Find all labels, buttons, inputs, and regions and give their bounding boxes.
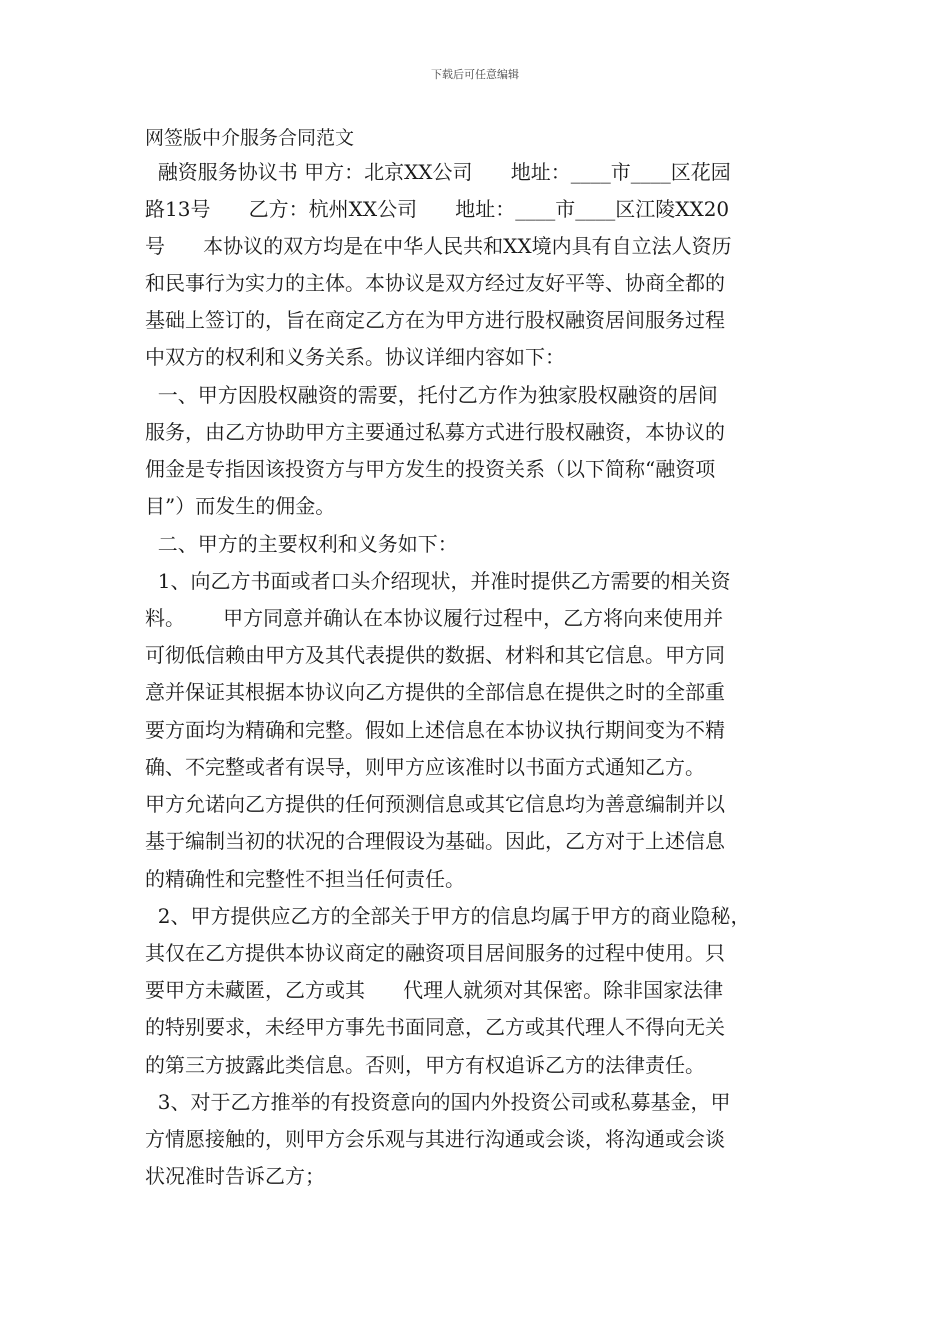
body-line: 其仅在乙方提供本协议商定的融资项目居间服务的过程中使用。只	[145, 941, 725, 965]
body-line: 一、甲方因股权融资的需要，托付乙方作为独家股权融资的居间	[145, 383, 718, 407]
body-line: 要甲方未藏匿，乙方或其 代理人就须对其保密。除非国家法律	[145, 978, 724, 1002]
body-line: 服务，由乙方协助甲方主要通过私募方式进行股权融资，本协议的	[145, 420, 725, 444]
body-line: 基础上签订的，旨在商定乙方在为甲方进行股权融资居间服务过程	[145, 308, 725, 332]
body-line: 基于编制当初的状况的合理假设为基础。因此，乙方对于上述信息	[145, 829, 725, 853]
body-line: 目”）而发生的佣金。	[145, 494, 336, 518]
body-line: 方情愿接触的，则甲方会乐观与其进行沟通或会谈，将沟通或会谈	[145, 1127, 725, 1151]
body-line: 3、对于乙方推举的有投资意向的国内外投资公司或私募基金，甲	[145, 1090, 731, 1114]
body-line: 融资服务协议书 甲方：北京XX公司 地址：____市____区花园	[145, 160, 731, 184]
page-header: 下载后可任意编辑	[431, 68, 519, 81]
body-line: 甲方允诺向乙方提供的任何预测信息或其它信息均为善意编制并以	[145, 792, 725, 816]
body-line: 要方面均为精确和完整。假如上述信息在本协议执行期间变为不精	[145, 718, 725, 742]
body-line: 的特别要求，未经甲方事先书面同意，乙方或其代理人不得向无关	[145, 1015, 725, 1039]
document-title: 网签版中介服务合同范文	[145, 127, 355, 149]
body-line: 二、甲方的主要权利和义务如下：	[145, 532, 458, 556]
body-line: 和民事行为实力的主体。本协议是双方经过友好平等、协商全都的	[145, 271, 725, 295]
body-line: 佣金是专指因该投资方与甲方发生的投资关系（以下简称“融资项	[145, 457, 716, 481]
body-line: 确、不完整或者有误导，则甲方应该准时以书面方式通知乙方。	[145, 755, 705, 779]
body-line: 意并保证其根据本协议向乙方提供的全部信息在提供之时的全部重	[145, 680, 725, 704]
body-line: 中双方的权利和义务关系。协议详细内容如下：	[145, 345, 565, 369]
body-line: 料。 甲方同意并确认在本协议履行过程中，乙方将向来使用并	[145, 606, 724, 630]
body-line: 的精确性和完整性不担当任何责任。	[145, 867, 465, 891]
body-line: 1、向乙方书面或者口头介绍现状，并准时提供乙方需要的相关资	[145, 569, 731, 593]
body-line: 路13号 乙方：杭州XX公司 地址：____市____区江陵XX20	[145, 197, 730, 221]
body-line: 可彻低信赖由甲方及其代表提供的数据、材料和其它信息。甲方同	[145, 643, 725, 667]
body-line: 状况准时告诉乙方；	[145, 1164, 325, 1188]
body-line: 的第三方披露此类信息。否则，甲方有权追诉乙方的法律责任。	[145, 1053, 705, 1077]
body-line: 号 本协议的双方均是在中华人民共和XX境内具有自立法人资历	[145, 234, 732, 258]
body-line: 2、甲方提供应乙方的全部关于甲方的信息均属于甲方的商业隐秘，	[145, 904, 751, 928]
